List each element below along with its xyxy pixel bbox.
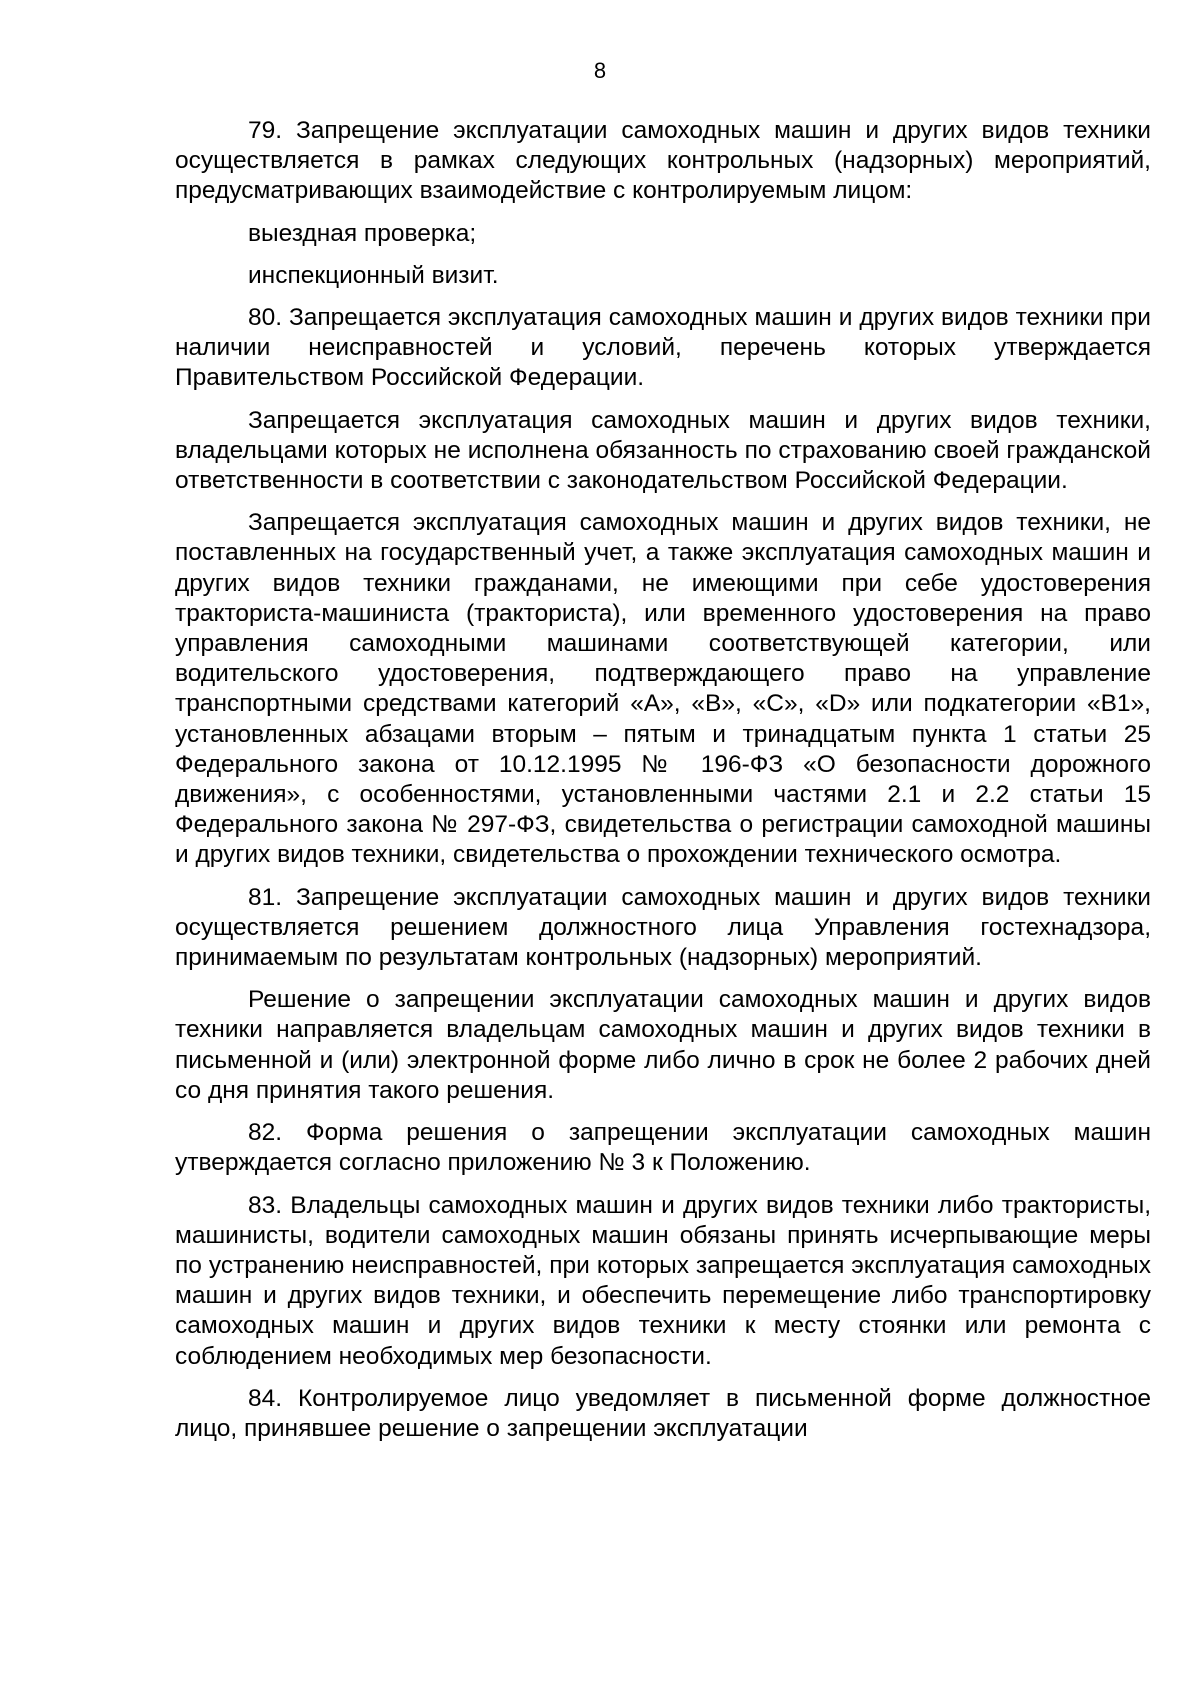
paragraph-81: 81. Запрещение эксплуатации самоходных машин и других видов техники осуществляется решением должностного лица Управления гостехнадзора, принимаемым по результатам контрольных (надзорных) мероприятий. xyxy=(175,883,1151,972)
page-number: 8 xyxy=(593,58,607,83)
paragraph-80-registration: Запрещается эксплуатация самоходных машин и других видов техники, не поставленных на государственный учет, а также эксплуатация самоходных машин и других видов техники гражданами, не имеющими при себе удостоверения тракториста-машиниста (тракториста), или временного удостоверения на право управления самоходными машинами соответствующей категории, или водительского удостоверения, подтверждающего право на управление транспортными средствами категорий «A», «B», «C», «D» или подкатегории «B1», установленных абзацами вторым – пятым и тринадцатым пункта 1 статьи 25 Федерального закона от 10.12.1995 № 196-ФЗ «О безопасности дорожного движения», с особенностями, установленными частями 2.1 и 2.2 статьи 15 Федерального закона № 297-ФЗ, свидетельства о регистрации самоходной машины и других видов техники, свидетельства о прохождении технического осмотра. xyxy=(175,509,1151,869)
list-item-inspection-visit: инспекционный визит. xyxy=(248,261,499,289)
paragraph-79: 79. Запрещение эксплуатации самоходных машин и других видов техники осуществляется в рамках следующих контрольных (надзорных) мероприятий, предусматривающих взаимодействие с контролируемым лицом: xyxy=(175,117,1151,205)
paragraph-83: 83. Владельцы самоходных машин и других видов техники либо трактористы, машинисты, водители самоходных машин обязаны принять исчерпывающие меры по устранению неисправностей, при которых запрещается эксплуатация самоходных машин и других видов техники, и обеспечить перемещение либо транспортировку самоходных машин и других видов техники к месту стоянки или ремонта с соблюдением необходимых мер безопасности. xyxy=(175,1191,1151,1370)
paragraph-80: 80. Запрещается эксплуатация самоходных машин и других видов техники при наличии неисправностей и условий, перечень которых утверждается Правительством Российской Федерации. xyxy=(175,304,1151,392)
paragraph-81-notification: Решение о запрещении эксплуатации самоходных машин и других видов техники направляется владельцам самоходных машин и других видов техники в письменной и (или) электронной форме либо лично в срок не более 2 рабочих дней со дня принятия такого решения. xyxy=(175,986,1151,1104)
paragraph-80-insurance: Запрещается эксплуатация самоходных машин и других видов техники, владельцами которых не исполнена обязанность по страхованию своей гражданской ответственности в соответствии с законодательством Российской Федерации. xyxy=(175,406,1151,495)
paragraph-82: 82. Форма решения о запрещении эксплуатации самоходных машин утверждается согласно приложению № 3 к Положению. xyxy=(175,1119,1151,1177)
list-item-field-inspection: выездная проверка; xyxy=(248,219,477,247)
paragraph-84: 84. Контролируемое лицо уведомляет в письменной форме должностное лицо, принявшее решение о запрещении эксплуатации xyxy=(175,1384,1151,1442)
document-body xyxy=(175,116,1151,1444)
